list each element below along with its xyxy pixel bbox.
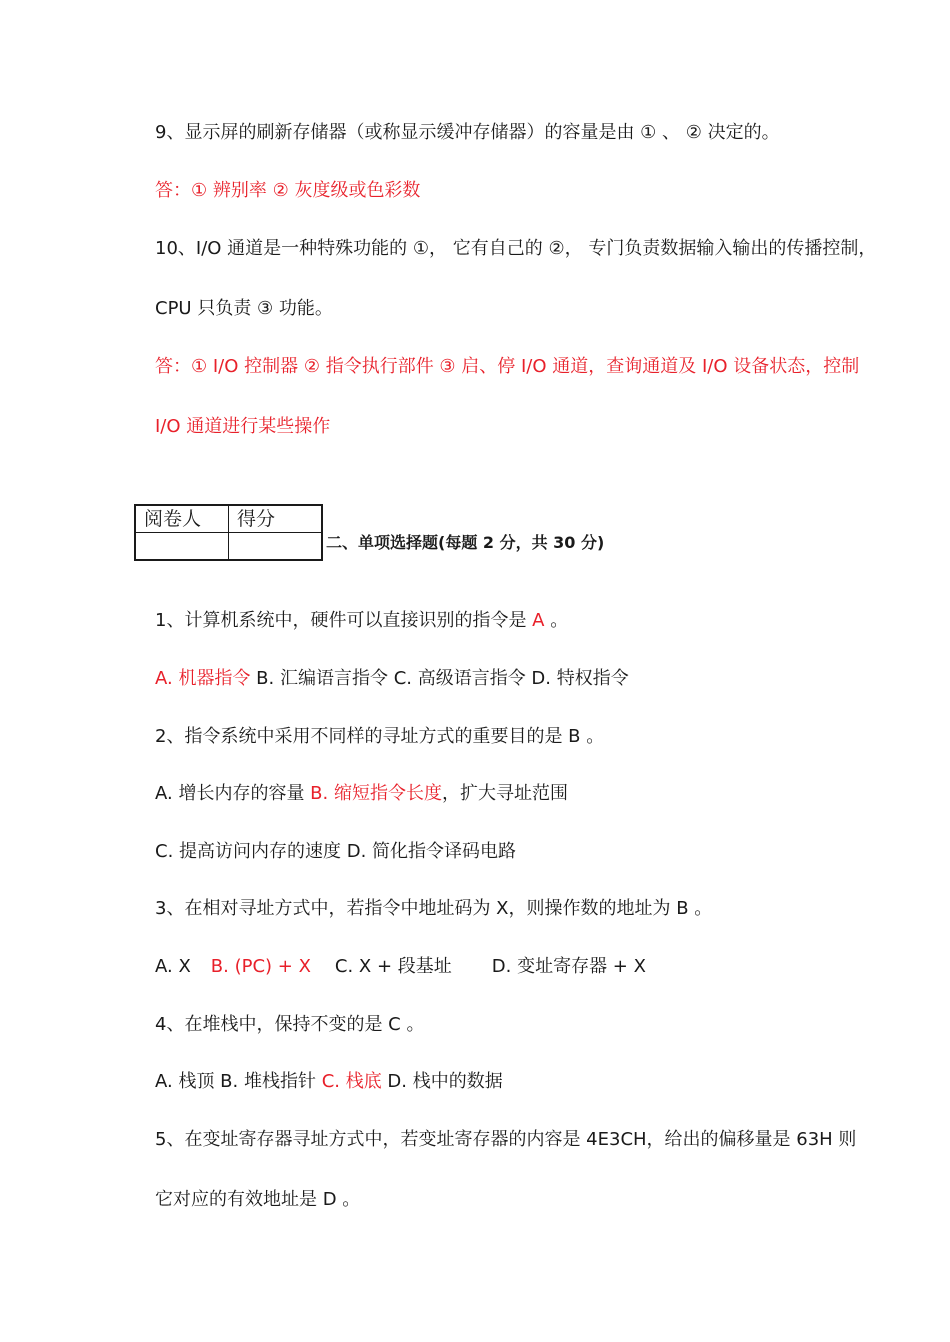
mc-q3-option-d: D. 变址寄存器 + X	[491, 956, 646, 977]
q9-question: 9、显示屏的刷新存储器（或称显示缓冲存储器）的容量是由 ① 、 ② 决定的。	[155, 122, 780, 143]
mc-q2-options-ab	[155, 782, 568, 806]
mc-q3-option-c: C. X + 段基址	[334, 956, 452, 977]
reviewer-label: 阅卷人	[135, 505, 229, 533]
mc-q3-option-a: A. X	[155, 956, 191, 977]
mc-q1-option-a: A. 机器指令	[155, 668, 251, 689]
score-box	[134, 504, 323, 561]
mc-q2-stem: 2、指令系统中采用不同样的寻址方式的重要目的是 B 。	[155, 726, 605, 747]
q10-answer-line1: 答：① I/O 控制器 ② 指令执行部件 ③ 启、停 I/O 通道，查询通道及 I/O 设备状态，控制	[155, 356, 860, 377]
section-title: 二、单项选择题(每题 2 分，共 30 分)	[326, 533, 605, 552]
q10-question-line1: 10、I/O 通道是一种特殊功能的 ①， 它有自己的 ②， 专门负责数据输入输出的传播控制，	[155, 238, 877, 259]
mc-q1-option-rest: B. 汇编语言指令 C. 高级语言指令 D. 特权指令	[250, 668, 629, 689]
mc-q4-option-d: D. 栈中的数据	[381, 1071, 503, 1092]
mc-q2-option-b-tail: ，扩大寻址范围	[441, 783, 568, 804]
mc-q4-stem: 4、在堆栈中，保持不变的是 C 。	[155, 1014, 425, 1035]
q10-question-line2: CPU 只负责 ③ 功能。	[155, 298, 333, 319]
score-cell	[229, 533, 323, 561]
q10-answer-line2: I/O 通道进行某些操作	[155, 416, 331, 437]
mc-q1-answer: A	[532, 610, 545, 631]
mc-q3-stem: 3、在相对寻址方式中，若指令中地址码为 X，则操作数的地址为 B 。	[155, 898, 713, 919]
mc-q4-options	[155, 1070, 503, 1094]
mc-q4-option-c: C. 栈底	[321, 1071, 382, 1092]
mc-q3-option-b: B. (PC) + X	[210, 956, 311, 977]
mc-q3-options	[155, 955, 646, 979]
mc-q4-option-ab: A. 栈顶 B. 堆栈指针	[155, 1071, 322, 1092]
mc-q5-stem-line1: 5、在变址寄存器寻址方式中，若变址寄存器的内容是 4E3CH，给出的偏移量是 63H 则	[155, 1129, 857, 1150]
mc-q1-stem	[155, 609, 568, 633]
mc-q2-options-cd: C. 提高访问内存的速度 D. 简化指令译码电路	[155, 841, 517, 862]
mc-q2-option-b: B. 缩短指令长度	[310, 783, 442, 804]
reviewer-cell	[135, 533, 229, 561]
mc-q1-options	[155, 667, 629, 691]
q9-answer: 答：① 辨别率 ② 灰度级或色彩数	[155, 180, 421, 201]
mc-q1-stem-suffix: 。	[544, 610, 569, 631]
mc-q5-stem-line2: 它对应的有效地址是 D 。	[155, 1189, 361, 1210]
mc-q2-option-a: A. 增长内存的容量	[155, 783, 311, 804]
score-label: 得分	[229, 505, 323, 533]
mc-q1-stem-prefix: 1、计算机系统中，硬件可以直接识别的指令是	[155, 610, 533, 631]
